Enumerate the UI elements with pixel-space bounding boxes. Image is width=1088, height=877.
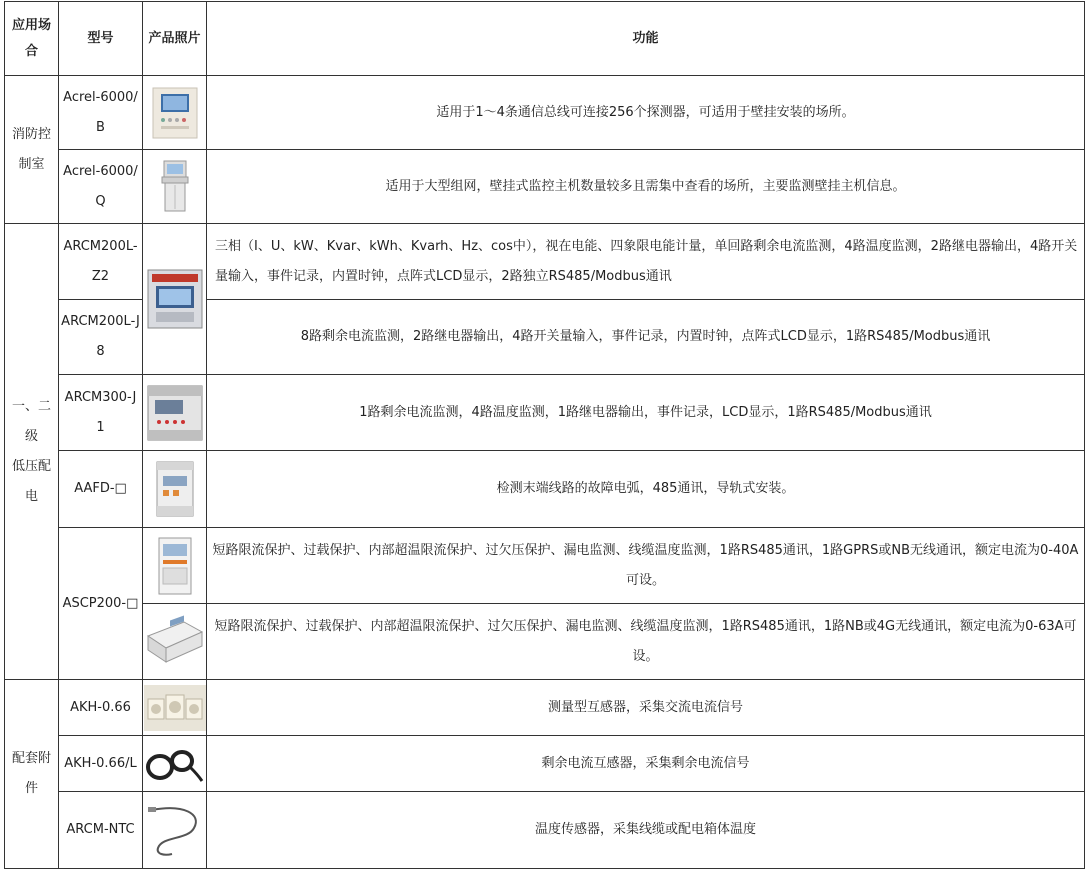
product-photo-arcm-ntc (143, 792, 207, 869)
function-cell: 适用于1～4条通信总线可连接256个探测器，可适用于壁挂安装的场所。 (207, 76, 1085, 150)
product-photo-akh-066-l (143, 736, 207, 792)
model-cell: ASCP200-□ (59, 528, 143, 680)
table-row (5, 224, 1085, 300)
product-photo-akh-066 (143, 680, 207, 736)
header-model: 型号 (59, 2, 143, 76)
model-cell: ARCM200L-Z2 (59, 224, 143, 300)
function-cell: 三相（I、U、kW、Kvar、kWh、Kvarh、Hz、cos中），视在电能、四象限电能计量，单回路剩余电流监测，4路温度监测，2路继电器输出，4路开关量输入，事件记录，内置时钟，点阵式LCD显示，2路独立RS485/Modbus通讯 (207, 224, 1085, 300)
product-photo-arcm300-j1 (143, 375, 207, 451)
group-accessories: 配套附件 (5, 680, 59, 869)
model-cell: ARCM300-J1 (59, 375, 143, 451)
function-cell: 短路限流保护、过载保护、内部超温限流保护、过欠压保护、漏电监测、线缆温度监测，1路RS485通讯，1路GPRS或NB无线通讯，额定电流为0-40A可设。 (207, 528, 1085, 604)
product-photo-acrel-6000b (143, 76, 207, 150)
function-cell: 剩余电流互感器，采集剩余电流信号 (207, 736, 1085, 792)
header-scene: 应用场合 (5, 2, 59, 76)
function-cell: 短路限流保护、过载保护、内部超温限流保护、过欠压保护、漏电监测、线缆温度监测，1路RS485通讯，1路NB或4G无线通讯，额定电流为0-63A可设。 (207, 604, 1085, 680)
header-function: 功能 (207, 2, 1085, 76)
function-cell: 1路剩余电流监测，4路温度监测，1路继电器输出，事件记录，LCD显示，1路RS485/Modbus通讯 (207, 375, 1085, 451)
function-cell: 检测末端线路的故障电弧，485通讯，导轨式安装。 (207, 451, 1085, 528)
model-cell: ARCM200L-J8 (59, 300, 143, 375)
model-cell: AKH-0.66/L (59, 736, 143, 792)
table-row (5, 76, 1085, 150)
product-photo-arcm200l (143, 224, 207, 375)
table-row (5, 736, 1085, 792)
header-photo: 产品照片 (143, 2, 207, 76)
table-row (5, 528, 1085, 604)
table-row (5, 150, 1085, 224)
product-photo-ascp200-63a (143, 604, 207, 680)
function-cell: 测量型互感器，采集交流电流信号 (207, 680, 1085, 736)
product-photo-aafd (143, 451, 207, 528)
model-cell: ARCM-NTC (59, 792, 143, 869)
header-row (5, 2, 1085, 76)
function-cell: 适用于大型组网，壁挂式监控主机数量较多且需集中查看的场所，主要监测壁挂主机信息。 (207, 150, 1085, 224)
model-cell: AAFD-□ (59, 451, 143, 528)
model-cell: Acrel-6000/B (59, 76, 143, 150)
group-low-voltage: 一、二级 低压配电 (5, 224, 59, 680)
table-row (5, 792, 1085, 869)
model-cell: Acrel-6000/Q (59, 150, 143, 224)
group-fire-control: 消防控制室 (5, 76, 59, 224)
product-table (4, 1, 1085, 869)
product-photo-acrel-6000q (143, 150, 207, 224)
table-row (5, 604, 1085, 680)
function-cell: 8路剩余电流监测，2路继电器输出，4路开关量输入，事件记录，内置时钟，点阵式LCD显示，1路RS485/Modbus通讯 (207, 300, 1085, 375)
product-photo-ascp200-40a (143, 528, 207, 604)
model-cell: AKH-0.66 (59, 680, 143, 736)
table-row (5, 375, 1085, 451)
table-row (5, 680, 1085, 736)
function-cell: 温度传感器，采集线缆或配电箱体温度 (207, 792, 1085, 869)
table-row (5, 451, 1085, 528)
